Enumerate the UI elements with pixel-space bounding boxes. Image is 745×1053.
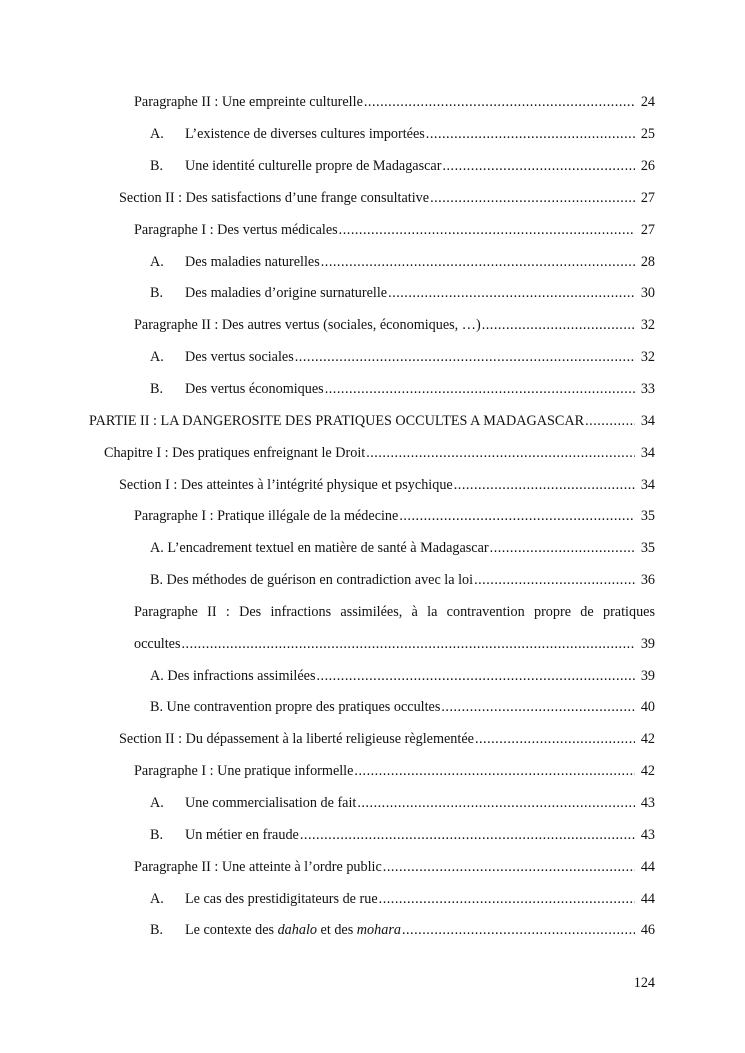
toc-entry[interactable] [0,342,745,374]
toc-entry[interactable] [0,851,745,883]
dot-leader [181,636,635,653]
dot-leader [295,349,635,366]
dot-leader [357,795,635,812]
toc-entry[interactable] [0,724,745,756]
entry-title: Paragraphe II : Des autres vertus (sociales, économiques, …) [134,317,481,334]
dot-leader [426,126,635,143]
dot-leader [379,891,635,908]
entry-letter: A. [150,126,164,143]
entry-page: 27 [640,189,655,206]
entry-letter: A. [150,794,164,811]
toc-entry[interactable] [0,533,745,565]
dot-leader [364,94,635,111]
dot-leader [383,859,635,876]
entry-page: 25 [640,126,655,143]
dot-leader [442,158,635,175]
dot-leader [454,477,635,494]
title-text: Le contexte des [185,922,278,939]
entry-page: 39 [640,667,655,684]
toc-entry[interactable] [0,501,745,533]
entry-title: Le cas des prestidigitateurs de rue [185,890,378,907]
dot-leader [354,763,635,780]
entry-title: Une commercialisation de fait [185,794,357,811]
toc-entry[interactable] [0,660,745,692]
entry-title: Des vertus économiques [185,381,324,398]
entry-title: Un métier en fraude [185,826,299,843]
toc-entry[interactable] [0,819,745,851]
title-italic-term: dahalo [277,922,317,939]
dot-leader [300,827,635,844]
entry-page: 40 [640,699,655,716]
toc-entry[interactable] [0,278,745,310]
entry-title: A. L’encadrement textuel en matière de santé à Madagascar [150,540,489,557]
entry-title [185,922,401,939]
entry-letter: B. [150,158,164,175]
dot-leader [441,699,635,716]
entry-page: 24 [640,94,655,111]
entry-title: Section II : Des satisfactions d’une frange consultative [119,189,430,206]
entry-page: 43 [640,826,655,843]
dot-leader [482,317,635,334]
entry-title: PARTIE II : LA DANGEROSITE DES PRATIQUES OCCULTES A MADAGASCAR [89,412,585,429]
title-italic-term: mohara [356,922,401,939]
page-number: 124 [633,975,655,991]
toc-entry[interactable] [0,915,745,947]
toc-entry[interactable] [0,246,745,278]
toc-entry[interactable] [0,151,745,183]
entry-title: Des vertus sociales [185,349,294,366]
entry-page: 34 [640,476,655,493]
entry-title: Des maladies naturelles [185,253,320,270]
entry-title: Chapitre I : Des pratiques enfreignant le Droit [104,444,366,461]
dot-leader [339,222,635,239]
entry-page: 42 [640,763,655,780]
toc-entry[interactable] [0,565,745,597]
toc-entry[interactable] [0,214,745,246]
entry-page: 44 [640,890,655,907]
toc-entry[interactable] [0,437,745,469]
entry-page: 28 [640,253,655,270]
entry-page: 39 [640,635,655,652]
entry-page: 35 [640,540,655,557]
entry-letter: A. [150,349,164,366]
entry-title-line1: Paragraphe II : Des infractions assimilées, à la contravention propre de pratiques [134,603,655,620]
toc-entry[interactable] [0,374,745,406]
entry-letter: B. [150,285,164,302]
toc-entry[interactable] [0,597,745,661]
title-text: et des [317,922,357,939]
toc-entry[interactable] [0,788,745,820]
entry-page: 30 [640,285,655,302]
entry-title: Paragraphe I : Des vertus médicales [134,221,338,238]
toc-entry[interactable] [0,310,745,342]
entry-letter: B. [150,826,164,843]
entry-title: Paragraphe II : Une atteinte à l’ordre public [134,858,382,875]
entry-page: 34 [640,444,655,461]
entry-page: 35 [640,508,655,525]
dot-leader [399,508,635,525]
entry-title: Une identité culturelle propre de Madagascar [185,158,442,175]
entry-page: 46 [640,922,655,939]
dot-leader [366,445,635,462]
entry-title: Section I : Des atteintes à l’intégrité physique et psychique [119,476,453,493]
toc-entry[interactable] [0,469,745,501]
entry-page: 36 [640,572,655,589]
dot-leader [316,668,635,685]
entry-letter: A. [150,890,164,907]
entry-title: Des maladies d’origine surnaturelle [185,285,388,302]
toc-entry[interactable] [0,756,745,788]
entry-page: 43 [640,794,655,811]
entry-page: 26 [640,158,655,175]
entry-title: Paragraphe I : Une pratique informelle [134,763,354,780]
entry-letter: B. [150,922,164,939]
entry-page: 34 [640,412,655,429]
entry-letter: B. [150,381,164,398]
dot-leader [325,381,635,398]
toc-entry[interactable] [0,883,745,915]
dot-leader [475,731,635,748]
toc-entry[interactable] [0,119,745,151]
entry-page: 33 [640,381,655,398]
entry-page: 32 [640,349,655,366]
entry-letter: A. [150,253,164,270]
entry-line2 [0,628,745,660]
entry-title: B. Des méthodes de guérison en contradiction avec la loi [150,572,474,589]
entry-title: Paragraphe I : Pratique illégale de la médecine [134,508,399,525]
dot-leader [585,413,635,430]
dot-leader [430,190,635,207]
entry-page: 42 [640,731,655,748]
entry-title: B. Une contravention propre des pratiques occultes [150,699,441,716]
entry-title-line2: occultes [134,635,181,652]
dot-leader [490,540,635,557]
entry-page: 44 [640,858,655,875]
toc-entry[interactable] [0,405,745,437]
entry-page: 32 [640,317,655,334]
dot-leader [474,572,635,589]
entry-title: Paragraphe II : Une empreinte culturelle [134,94,363,111]
toc-entry[interactable] [0,183,745,215]
toc-entry[interactable] [0,87,745,119]
entry-title: A. Des infractions assimilées [150,667,316,684]
entry-title: Section II : Du dépassement à la liberté religieuse règlementée [119,731,474,748]
entry-page: 27 [640,221,655,238]
toc-entry[interactable] [0,692,745,724]
dot-leader [402,922,635,939]
table-of-contents [0,87,745,947]
dot-leader [388,285,635,302]
entry-title: L’existence de diverses cultures importées [185,126,425,143]
dot-leader [321,254,635,271]
